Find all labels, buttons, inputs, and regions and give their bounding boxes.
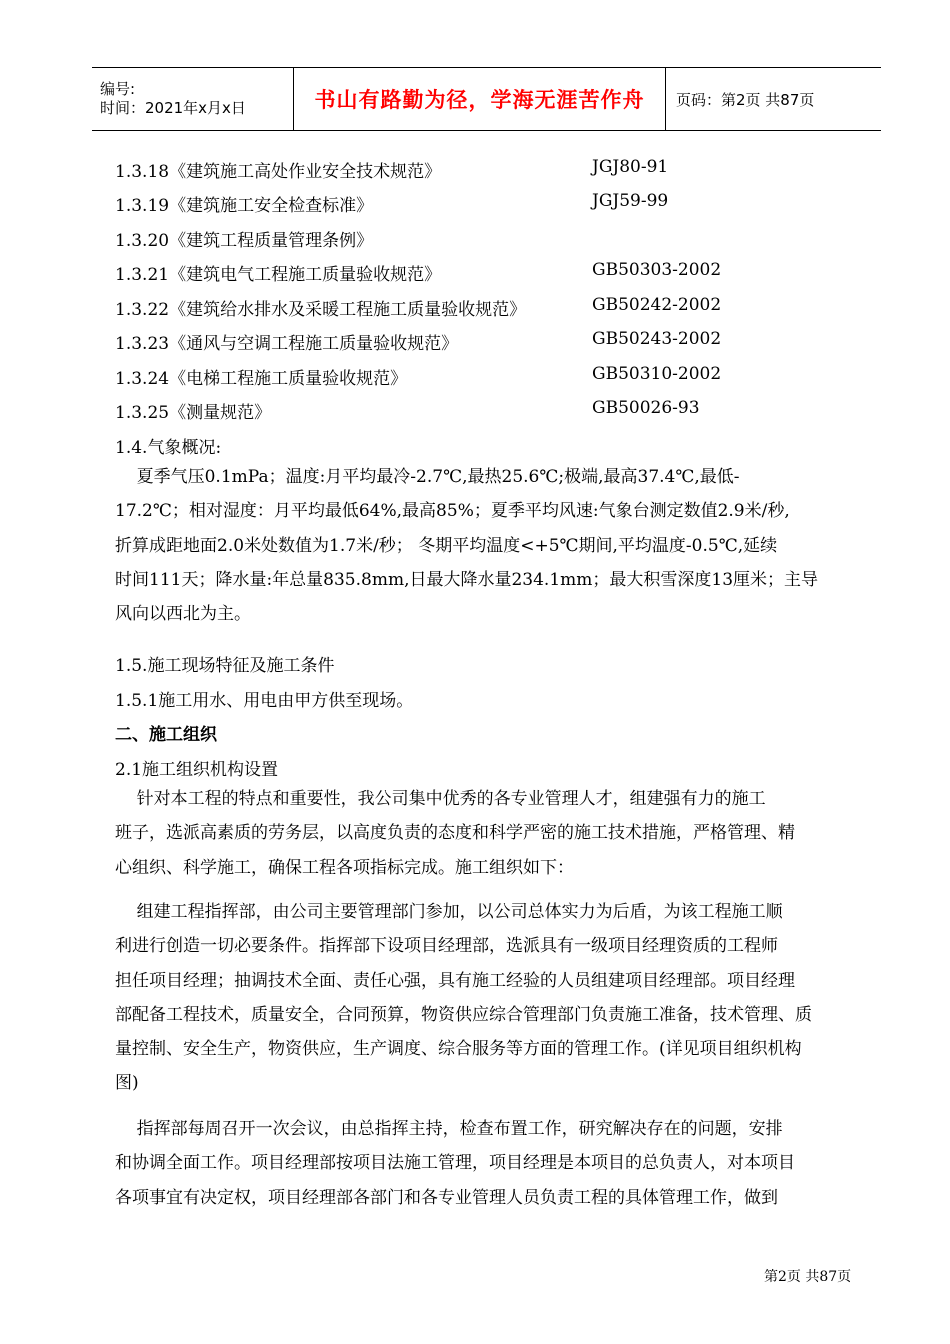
- reference-item: [115, 329, 722, 354]
- paragraph-line: 利进行创造一切必要条件。指挥部下设项目经理部，选派具有一级项目经理资质的工程师: [115, 936, 778, 957]
- section-heading-climate: 1.4.气象概况:: [115, 438, 222, 458]
- reference-item: [115, 260, 722, 285]
- reference-title: 1.3.24《电梯工程施工质量验收规范》: [115, 369, 408, 389]
- reference-title: 1.3.22《建筑给水排水及采暖工程施工质量验收规范》: [115, 300, 527, 320]
- paragraph-line: 心组织、科学施工，确保工程各项指标完成。施工组织如下：: [115, 857, 574, 878]
- paragraph-line: 折算成距地面2.0米处数值为1.7米/秒； 冬期平均温度<+5℃期间,平均温度-0.5℃,延续: [115, 535, 778, 556]
- paragraph-line: 图): [115, 1073, 139, 1094]
- reference-item: [115, 398, 700, 423]
- reference-title: 1.3.21《建筑电气工程施工质量验收规范》: [115, 265, 442, 285]
- reference-item: [115, 226, 695, 251]
- document-number-label: 编号:: [100, 80, 136, 98]
- reference-item: [115, 191, 695, 216]
- paragraph-line: 班子，选派高素质的劳务层，以高度负责的态度和科学严密的施工技术措施，严格管理、精: [115, 823, 795, 844]
- reference-title: 1.3.25《测量规范》: [115, 403, 272, 423]
- section-heading-org-setup: 2.1施工组织机构设置: [115, 760, 279, 780]
- organization-paragraph-1: [115, 782, 860, 885]
- organization-paragraph-3: [115, 1112, 860, 1215]
- reference-item: [115, 295, 722, 320]
- paragraph-line: 组建工程指挥部，由公司主要管理部门参加，以公司总体实力为后盾，为该工程施工顺: [115, 902, 783, 922]
- reference-code: JGJ80-91: [592, 157, 669, 177]
- paragraph-line: 17.2℃；相对湿度：月平均最低64%,最高85%；夏季平均风速:气象台测定数值2.9米/秒,: [115, 501, 790, 522]
- document-date: 时间：2021年x月x日: [100, 99, 246, 117]
- climate-paragraph: [115, 460, 860, 631]
- reference-code: GB50026-93: [592, 398, 700, 418]
- paragraph-line: 担任项目经理；抽调技术全面、责任心强，具有施工经验的人员组建项目经理部。项目经理: [115, 970, 795, 991]
- reference-title: 1.3.18《建筑施工高处作业安全技术规范》: [115, 162, 442, 182]
- paragraph-line: 风向以西北为主。: [115, 604, 251, 625]
- reference-title: 1.3.23《通风与空调工程施工质量验收规范》: [115, 334, 459, 354]
- reference-code: GB50242-2002: [592, 295, 722, 315]
- reference-code: GB50243-2002: [592, 329, 722, 349]
- reference-item: [115, 364, 722, 389]
- header-motto: 书山有路勤为径，学海无涯苦作舟: [294, 68, 666, 130]
- reference-item: [115, 157, 695, 182]
- paragraph-line: 量控制、安全生产，物资供应，生产调度、综合服务等方面的管理工作。(详见项目组织机构: [115, 1039, 802, 1060]
- site-condition-item: 1.5.1施工用水、用电由甲方供至现场。: [115, 691, 414, 711]
- page-header: [92, 67, 881, 131]
- paragraph-line: 各项事宜有决定权，项目经理部各部门和各专业管理人员负责工程的具体管理工作，做到: [115, 1187, 778, 1208]
- paragraph-line: 夏季气压0.1mPa；温度:月平均最冷-2.7℃,最热25.6℃;极端,最高37.4℃,最低-: [115, 467, 740, 487]
- header-page-info: 页码：第2页 共87页: [676, 90, 815, 109]
- reference-code: GB50303-2002: [592, 260, 722, 280]
- paragraph-line: 指挥部每周召开一次会议，由总指挥主持，检查布置工作，研究解决存在的问题，安排: [115, 1119, 783, 1139]
- organization-paragraph-2: [115, 895, 860, 1101]
- paragraph-line: 部配备工程技术，质量安全，合同预算，物资供应综合管理部门负责施工准备，技术管理、质: [115, 1004, 812, 1025]
- section-heading-site: 1.5.施工现场特征及施工条件: [115, 656, 335, 676]
- paragraph-line: 针对本工程的特点和重要性，我公司集中优秀的各专业管理人才，组建强有力的施工: [115, 789, 766, 809]
- reference-title: 1.3.20《建筑工程质量管理条例》: [115, 231, 374, 251]
- paragraph-line: 时间111天；降水量:年总量835.8mm,日最大降水量234.1mm；最大积雪深度13厘米；主导: [115, 569, 819, 590]
- reference-code: JGJ59-99: [592, 191, 669, 211]
- reference-title: 1.3.19《建筑施工安全检查标准》: [115, 196, 374, 216]
- paragraph-line: 和协调全面工作。项目经理部按项目法施工管理，项目经理是本项目的总负责人，对本项目: [115, 1153, 795, 1174]
- header-meta: [92, 68, 294, 130]
- chapter-heading-organization: 二、施工组织: [115, 725, 217, 745]
- page-footer: 第2页 共87页: [764, 1269, 852, 1285]
- reference-code: GB50310-2002: [592, 364, 722, 384]
